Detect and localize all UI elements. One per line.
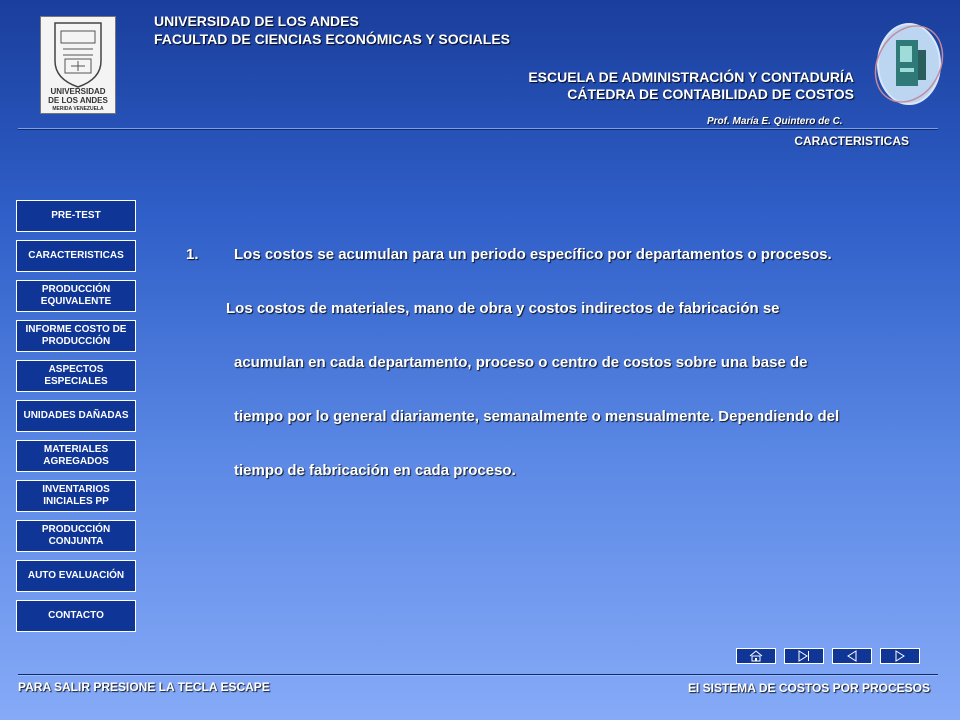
sidebar-item-pre-test[interactable] (16, 200, 136, 232)
header-university-block (154, 12, 510, 48)
sidebar-item-aspectos-especiales[interactable] (16, 360, 136, 392)
sidebar-item-produccion-conjunta[interactable] (16, 520, 136, 552)
sidebar-item-label: PRE-TEST (51, 210, 101, 221)
university-name: UNIVERSIDAD DE LOS ANDES (154, 13, 359, 29)
presentation-title: El SISTEMA DE COSTOS POR PROCESOS (687, 681, 930, 695)
sidebar-item-label: ASPECTOS ESPECIALES (44, 364, 108, 387)
sidebar-item-label: INFORME COSTO DE PRODUCCIÓN (25, 324, 127, 347)
sidebar-item-label: UNIDADES DAÑADAS (23, 410, 129, 421)
content-line-1: Los costos de materiales, mano de obra y costos indirectos de fabricación se (226, 300, 780, 317)
content-line-3: tiempo por lo general diariamente, semanalmente o mensualmente. Dependiendo del (234, 408, 840, 425)
sidebar-item-materiales-agregados[interactable] (16, 440, 136, 472)
section-title: CARACTERISTICAS (794, 134, 909, 148)
sidebar-item-label: AUTO EVALUACIÓN (27, 570, 125, 581)
sidebar-item-label: PRODUCCIÓN EQUIVALENTE (40, 284, 112, 307)
sidebar-item-contacto[interactable] (16, 600, 136, 632)
last-slide-icon (797, 650, 811, 662)
sidebar-item-inventarios-iniciales[interactable] (16, 480, 136, 512)
content-heading: Los costos se acumulan para un periodo específico por departamentos o procesos. (234, 246, 832, 263)
sidebar-item-informe-costo[interactable] (16, 320, 136, 352)
footer-divider (18, 674, 938, 676)
chair-name: CÁTEDRA DE CONTABILIDAD DE COSTOS (567, 86, 854, 102)
previous-icon (845, 650, 859, 662)
content-line-2: acumulan en cada departamento, proceso o centro de costos sobre una base de (234, 354, 808, 371)
home-button[interactable] (736, 648, 776, 664)
previous-button[interactable] (832, 648, 872, 664)
exit-instruction: PARA SALIR PRESIONE LA TECLA ESCAPE (18, 680, 270, 694)
sidebar-item-label: CARACTERISTICAS (28, 250, 124, 261)
sidebar-item-caracteristicas[interactable] (16, 240, 136, 272)
school-name: ESCUELA DE ADMINISTRACIÓN Y CONTADURÍA (528, 69, 854, 85)
sidebar-item-unidades-danadas[interactable] (16, 400, 136, 432)
header-school-block (528, 69, 854, 103)
next-button[interactable] (880, 648, 920, 664)
sidebar-item-auto-evaluacion[interactable] (16, 560, 136, 592)
next-icon (893, 650, 907, 662)
logo-text-line1: UNIVERSIDAD (50, 87, 106, 96)
sidebar-item-label: MATERIALES AGREGADOS (43, 444, 109, 467)
header-divider (18, 128, 938, 130)
sidebar-item-label: CONTACTO (48, 610, 104, 621)
content-item-number: 1. (186, 246, 199, 263)
computer-globe-emblem-icon (874, 20, 944, 108)
last-slide-button[interactable] (784, 648, 824, 664)
faculty-name: FACULTAD DE CIENCIAS ECONÓMICAS Y SOCIALES (154, 31, 510, 47)
logo-text-line3: MERIDA VENEZUELA (52, 106, 104, 112)
sidebar-item-label: INVENTARIOS INICIALES PP (42, 484, 110, 507)
home-icon (749, 650, 763, 662)
sidebar-item-produccion-equivalente[interactable] (16, 280, 136, 312)
professor-name: Prof. María E. Quintero de C. (707, 116, 843, 127)
logo-text-line2: DE LOS ANDES (48, 96, 108, 105)
university-logo (40, 16, 116, 114)
content-line-4: tiempo de fabricación en cada proceso. (234, 462, 516, 479)
sidebar-item-label: PRODUCCIÓN CONJUNTA (41, 524, 111, 547)
